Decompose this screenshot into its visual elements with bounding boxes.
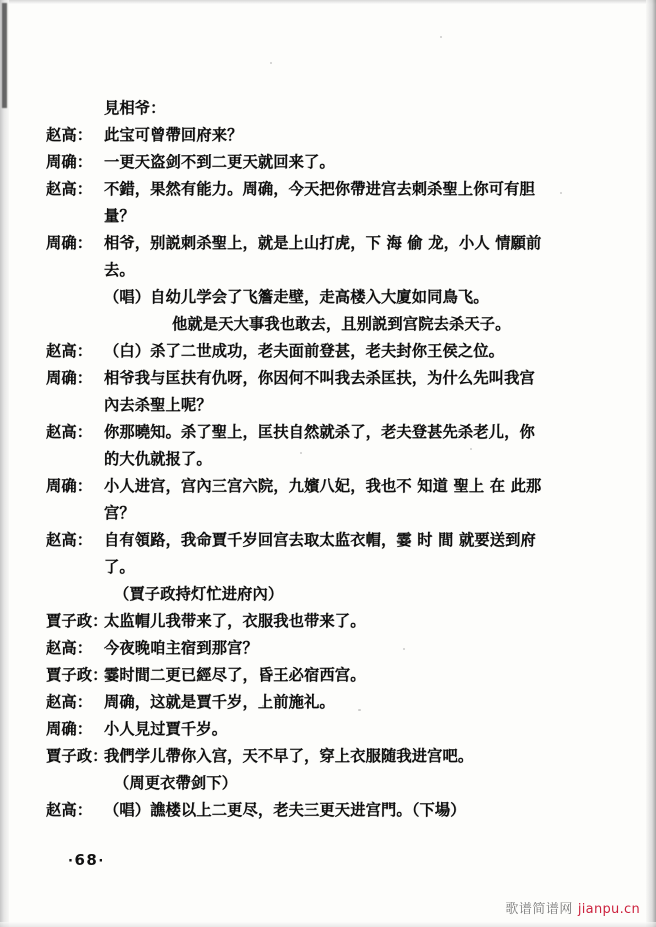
script-line — [46, 636, 606, 661]
speaker-label: 赵高： — [46, 423, 93, 441]
continuation-text: 去。 — [104, 261, 135, 279]
continuation-text: 量？ — [104, 207, 135, 225]
script-line — [46, 258, 606, 283]
speaker-label: 周确： — [46, 477, 93, 495]
scan-edge-right — [646, 0, 656, 927]
speech-text: 相爷，别説刺杀聖上，就是上山打虎，下 海 偷 龙，小人 情願前 — [104, 234, 542, 252]
script-line — [46, 609, 606, 634]
speech-text: 此宝可曾帶回府来？ — [104, 126, 243, 144]
speech-text: 小人見过賈千岁。 — [104, 720, 228, 738]
watermark-site-url: jianpu.cn — [577, 902, 640, 917]
script-line — [46, 123, 606, 148]
speaker-label: 賈子政： — [46, 666, 108, 684]
continuation-text: 見相爷： — [104, 99, 166, 117]
page-number-value: 68 — [74, 851, 99, 869]
speech-text: 小人进宫，宫內三宫六院，九嬪八妃，我也不 知道 聖上 在 此那 — [104, 477, 542, 495]
script-line — [46, 501, 606, 526]
speaker-label: 周确： — [46, 153, 93, 171]
scan-edge-left-dark — [2, 3, 7, 108]
script-line — [46, 312, 606, 337]
script-line — [46, 528, 606, 553]
speaker-label: 赵高： — [46, 180, 93, 198]
stage-direction: （賈子政持灯忙进府內） — [114, 585, 284, 603]
speech-text: 你那曉知。杀了聖上，匡扶自然就杀了，老夫登甚先杀老儿，你 — [104, 423, 535, 441]
scan-speck — [270, 62, 272, 64]
scan-edge-left — [0, 0, 9, 927]
continuation-text: 了。 — [104, 558, 135, 576]
script-line — [46, 663, 606, 688]
script-line — [46, 150, 606, 175]
page-number — [68, 851, 105, 869]
page-number-right-dot: · — [98, 854, 105, 869]
script-line — [46, 177, 606, 202]
script-line — [46, 582, 606, 607]
script-line — [46, 690, 606, 715]
sung-line: 他就是天大事我也敢去，且别説到宫院去杀天子。 — [172, 315, 511, 333]
speech-text: 相爷我与匡扶有仇呀，你因何不叫我去杀匡扶，为什么先叫我宫 — [104, 369, 535, 387]
script-line — [46, 744, 606, 769]
watermark-site-name: 歌谱简谱网 — [505, 902, 573, 917]
speech-text: 周确，这就是賈千岁，上前施礼。 — [104, 693, 335, 711]
script-line — [46, 420, 606, 445]
speech-text: 不錯，果然有能力。周确，今天把你帶进宫去刺杀聖上你可有胆 — [104, 180, 535, 198]
speaker-label: 周确： — [46, 369, 93, 387]
speaker-label: 赵高： — [46, 126, 93, 144]
speech-text: （白）杀了二世成功，老夫面前登甚，老夫封你王侯之位。 — [104, 342, 505, 360]
script-line — [46, 393, 606, 418]
speech-text: 自有領路，我命賈千岁回宫去取太监衣帽，霎 时 間 就要送到府 — [104, 531, 536, 549]
script-line — [46, 798, 606, 823]
speaker-label: 周确： — [46, 720, 93, 738]
script-line — [46, 339, 606, 364]
speaker-label: 賈子政： — [46, 747, 108, 765]
script-line — [46, 96, 606, 121]
speaker-label: 赵高： — [46, 342, 93, 360]
speaker-label: 賈子政： — [46, 612, 108, 630]
script-line — [46, 771, 606, 796]
stage-direction: （周更衣帶剑下） — [114, 774, 238, 792]
scan-speck — [440, 36, 442, 38]
script-line — [46, 717, 606, 742]
script-line — [46, 204, 606, 229]
continuation-text: 的大仇就报了。 — [104, 450, 212, 468]
speaker-label: 赵高： — [46, 639, 93, 657]
script-line — [46, 474, 606, 499]
page-number-left-dot: · — [68, 854, 75, 869]
speaker-label: 赵高： — [46, 801, 93, 819]
scan-edge-bottom — [0, 922, 656, 927]
script-line — [46, 366, 606, 391]
watermark — [505, 898, 640, 917]
speech-text: 霎时間二更已經尽了，昏王必宿西宫。 — [104, 666, 366, 684]
script-line — [46, 555, 606, 580]
speech-text: 太监帽儿我带来了，衣服我也带来了。 — [104, 612, 366, 630]
speech-text: 我們学儿帶你入宫，天不早了，穿上衣服随我进宫吧。 — [104, 747, 474, 765]
speech-text: 今夜晚咱主宿到那宫？ — [104, 639, 258, 657]
speaker-label: 周确： — [46, 234, 93, 252]
scan-edge-top — [0, 0, 656, 4]
script-line — [46, 447, 606, 472]
speech-text: 一更天盗剑不到二更天就回来了。 — [104, 153, 335, 171]
script-line — [46, 285, 606, 310]
speaker-label: 赵高： — [46, 693, 93, 711]
speaker-label: 赵高： — [46, 531, 93, 549]
sung-line: （唱）自幼儿学会了飞簷走壁，走高楼入大廈如同鳥飞。 — [104, 288, 489, 306]
script-text-body — [46, 96, 606, 825]
speech-text: （唱）譙楼以上二更尽，老夫三更天进宫門。（下場） — [104, 801, 466, 819]
continuation-text: 宫？ — [104, 504, 135, 522]
continuation-text: 內去杀聖上呢？ — [104, 396, 212, 414]
script-line — [46, 231, 606, 256]
